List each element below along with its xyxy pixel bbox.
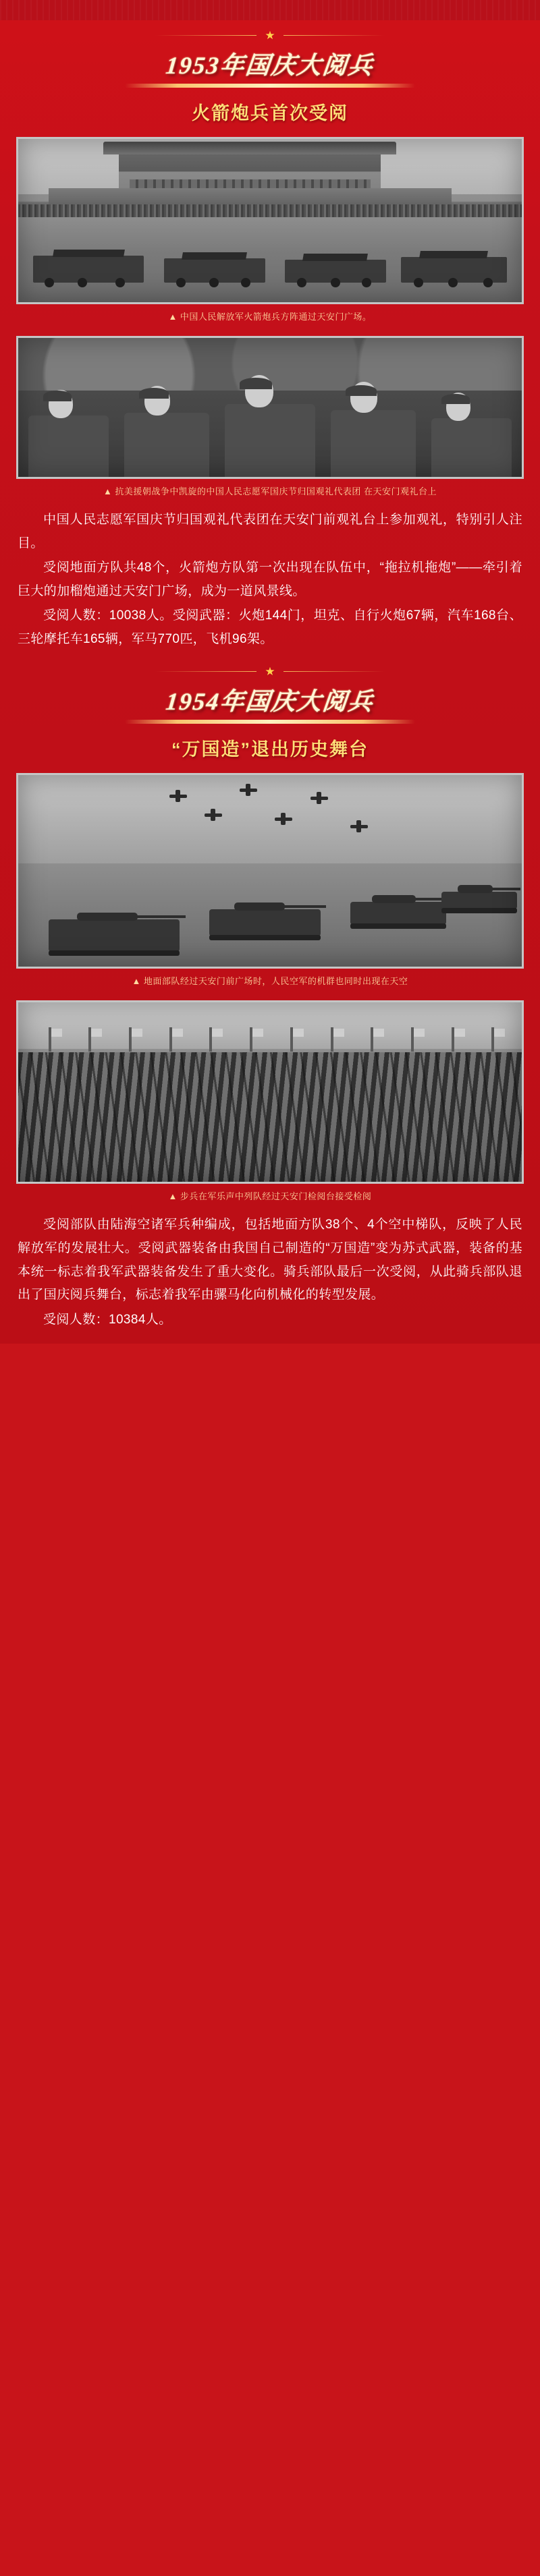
soldier-cap <box>43 391 72 401</box>
paragraph: 受阅人数：10384人。 <box>43 1312 172 1327</box>
divider-line-right <box>284 35 385 36</box>
aircraft-icon <box>240 789 257 792</box>
soldier-cap <box>139 388 169 399</box>
flag-row <box>18 1027 522 1049</box>
aircraft-icon <box>205 813 222 817</box>
star-divider-1954 <box>0 656 540 680</box>
caption-text: 步兵在军乐声中列队经过天安门检阅台接受检阅 <box>180 1191 372 1201</box>
year-title-1954: 1954年国庆大阅兵 <box>164 688 375 716</box>
soldier-body <box>431 418 512 477</box>
soldier-body <box>28 416 109 477</box>
aircraft-icon <box>310 797 328 800</box>
band-texture <box>0 0 540 20</box>
soldier-body <box>124 413 210 477</box>
soldier-cap <box>240 378 272 389</box>
body-text-1954 <box>18 1213 522 1332</box>
sky <box>18 775 522 865</box>
caption-text: 中国人民解放军火箭炮兵方阵通过天安门广场。 <box>180 312 372 322</box>
photo-block-1953-2 <box>16 336 524 498</box>
photo-tanks-and-aircraft <box>16 773 524 969</box>
body-text-1953 <box>18 509 522 651</box>
year-title-wrap-1954 <box>0 680 540 725</box>
photo-scene <box>18 139 522 302</box>
photo-scene <box>18 775 522 967</box>
aircraft-icon <box>169 795 187 798</box>
year-title-underline <box>125 84 415 88</box>
aircraft-icon <box>350 825 368 828</box>
section-1954 <box>0 656 540 1337</box>
photo-caption-1953-1 <box>16 310 524 324</box>
photo-block-1953-1 <box>16 137 524 324</box>
photo-caption-1953-2 <box>16 485 524 498</box>
section-1953 <box>0 20 540 656</box>
soldier-body <box>331 410 416 477</box>
star-icon: ★ <box>265 665 275 679</box>
subtitle-1954: “万国造”退出历史舞台 <box>171 739 369 760</box>
paragraph: 中国人民志愿军国庆节归国观礼代表团在天安门前观礼台上参加观礼，特别引人注目。 <box>18 513 522 550</box>
divider-line-left <box>155 671 256 672</box>
paragraph: 受阅地面方队共48个，火箭炮方队第一次出现在队伍中，“拖拉机拖炮”——牵引着巨大的加榴炮通过天安门广场，成为一道风景线。 <box>18 561 522 598</box>
star-icon: ★ <box>265 29 275 42</box>
vehicle <box>164 258 265 283</box>
tank <box>209 909 320 936</box>
photo-infantry-march <box>16 1000 524 1184</box>
aircraft-icon <box>275 818 292 821</box>
caption-text: 地面部队经过天安门前广场时，人民空军的机群也同时出现在天空 <box>143 976 408 987</box>
tank <box>350 902 446 925</box>
subtitle-1953: 火箭炮兵首次受阅 <box>192 103 348 123</box>
photo-block-1954-1 <box>16 773 524 988</box>
caption-text: 抗美援朝战争中凯旋的中国人民志愿军国庆节归国观礼代表团 在天安门观礼台上 <box>115 486 437 496</box>
caption-marker-icon: ▲ <box>103 486 113 496</box>
vehicle <box>33 256 144 283</box>
year-title-underline <box>125 720 415 724</box>
photo-scene <box>18 338 522 477</box>
soldier-body <box>225 404 315 476</box>
marching-infantry <box>18 1052 522 1182</box>
photo-rocket-artillery <box>16 137 524 304</box>
year-title-1953: 1953年国庆大阅兵 <box>164 52 375 79</box>
photo-scene <box>18 1002 522 1182</box>
year-title-wrap-1953 <box>0 44 540 89</box>
soldier-cap <box>346 385 377 396</box>
divider-line-right <box>284 671 385 672</box>
paragraph: 受阅部队由陆海空诸军兵种编成，包括地面方队38个、4个空中梯队，反映了人民解放军的发展壮大。受阅武器装备由我国自己制造的“万国造”变为苏式武器，装备的基本统一标志着我军武器装备发生了重大变化。骑兵部队最后一次受阅，从此骑兵部队退出了国庆阅兵舞台，标志着我军由骡马化向机械化的转型发展。 <box>18 1218 522 1303</box>
caption-marker-icon: ▲ <box>132 976 141 987</box>
tank <box>441 892 517 909</box>
photo-volunteer-delegation <box>16 336 524 479</box>
tank <box>49 919 180 952</box>
paragraph: 受阅人数：10038人。受阅武器：火炮144门，坦克、自行火炮67辆，汽车168台、三轮摩托车165辆，军马770匹，飞机96架。 <box>18 608 522 646</box>
soldier-cap <box>441 394 470 404</box>
caption-marker-icon: ▲ <box>168 312 178 322</box>
vehicle <box>285 260 385 283</box>
star-divider-1953 <box>0 20 540 44</box>
divider-line-left <box>155 35 256 36</box>
vehicle <box>401 257 507 283</box>
decorative-top-band <box>0 0 540 20</box>
photo-caption-1954-1 <box>16 975 524 988</box>
photo-caption-1954-2 <box>16 1190 524 1203</box>
caption-marker-icon: ▲ <box>168 1191 178 1201</box>
photo-block-1954-2 <box>16 1000 524 1203</box>
